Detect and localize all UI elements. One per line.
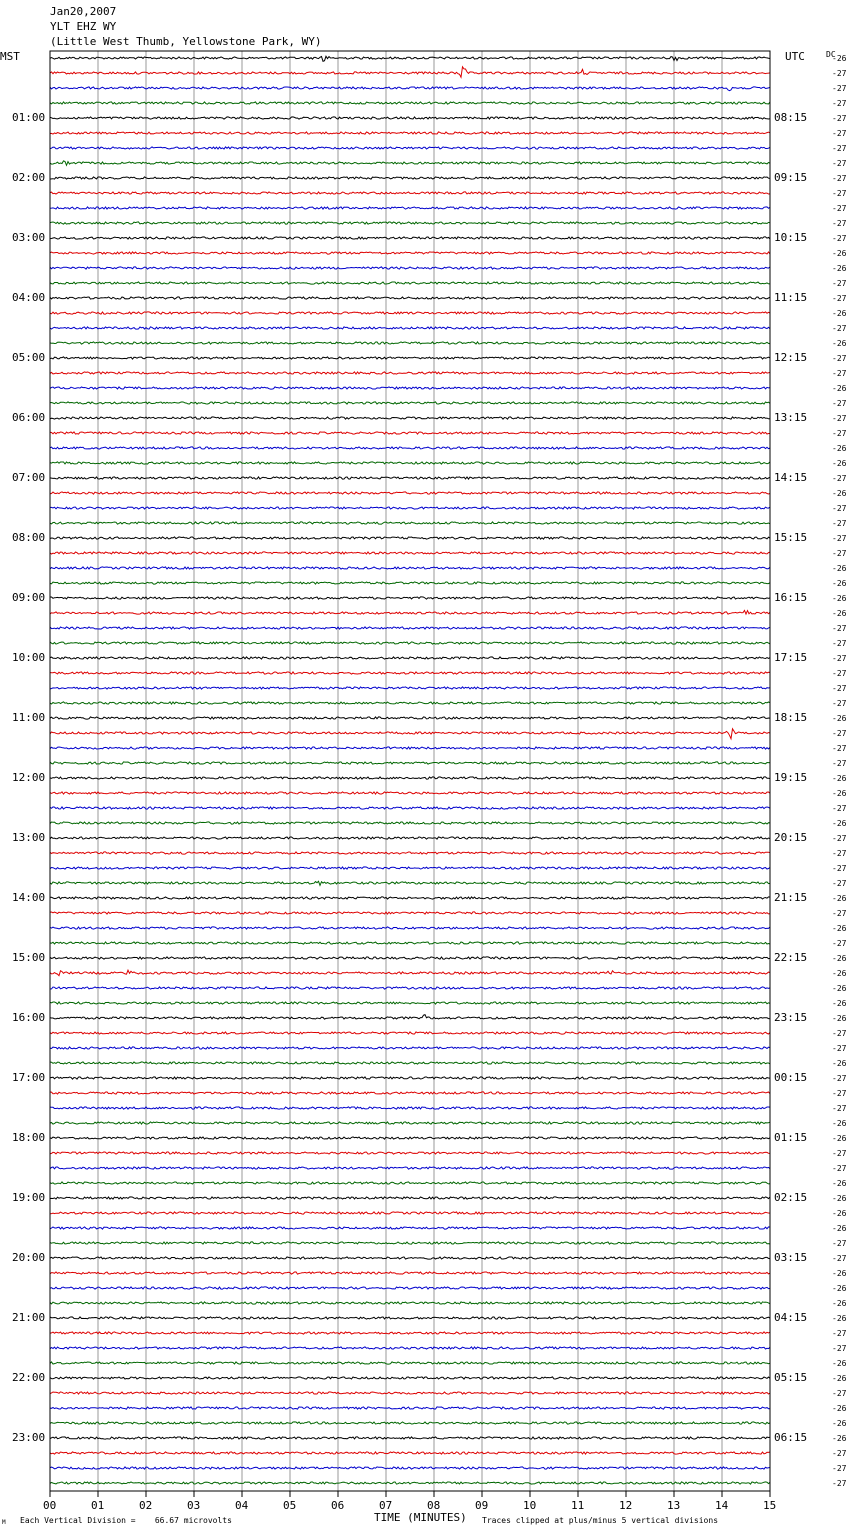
left-hour-label: 23:00 [12,1431,46,1444]
trace-row-5 [50,132,770,134]
dc-offset-label: -26 [832,444,847,453]
trace-row-55 [50,881,770,885]
trace-row-35 [50,582,770,584]
trace-row-10 [50,207,770,209]
trace-row-27 [50,462,770,464]
x-axis-label: TIME (MINUTES) [374,1511,467,1524]
dc-offset-label: -27 [832,1239,847,1248]
left-hour-label: 11:00 [12,711,46,724]
dc-offset-label: -26 [832,819,847,828]
dc-offset-label: -26 [832,714,847,723]
clip-note: Traces clipped at plus/minus 5 vertical divisions [482,1516,719,1525]
dc-offset-label: -26 [832,789,847,798]
trace-row-92 [50,1437,770,1439]
left-hour-label: 09:00 [12,591,46,604]
dc-offset-label: -26 [832,894,847,903]
x-tick-label: 04 [235,1499,249,1512]
trace-row-74 [50,1167,770,1169]
trace-row-11 [50,222,770,224]
trace-row-34 [50,567,770,569]
trace-row-22 [50,387,770,389]
dc-offset-label: -26 [832,984,847,993]
dc-offset-label: -27 [832,429,847,438]
right-hour-label: 16:15 [774,591,808,604]
x-tick-label: 07 [379,1499,393,1512]
dc-offset-label: -27 [832,324,847,333]
right-hour-label: 09:15 [774,171,808,184]
dc-offset-label: -26 [832,459,847,468]
trace-row-70 [50,1107,770,1109]
trace-row-29 [50,492,770,494]
trace-row-78 [50,1227,770,1229]
trace-row-24 [50,417,770,419]
trace-row-23 [50,402,770,404]
trace-row-36 [50,597,770,599]
right-hour-label: 00:15 [774,1071,808,1084]
dc-offset-label: -27 [832,369,847,378]
dc-offset-label: -27 [832,1074,847,1083]
trace-row-21 [50,372,770,374]
x-tick-label: 10 [523,1499,537,1512]
right-hour-label: 12:15 [774,351,808,364]
dc-offset-label: -27 [832,69,847,78]
trace-row-18 [50,327,770,329]
dc-offset-label: -27 [832,729,847,738]
seismic-traces [50,56,770,1484]
trace-row-50 [50,807,770,809]
left-hour-label: 03:00 [12,231,46,244]
x-tick-label: 00 [43,1499,57,1512]
right-hour-label: 19:15 [774,771,808,784]
dc-offset-label: -26 [832,1194,847,1203]
left-hour-label: 10:00 [12,651,46,664]
right-hour-label: 08:15 [774,111,808,124]
left-hour-label: 16:00 [12,1011,46,1024]
left-hour-label: 13:00 [12,831,46,844]
trace-row-4 [50,117,770,119]
dc-offset-label: -26 [832,1179,847,1188]
dc-offset-label: -26 [832,969,847,978]
dc-offset-label: -27 [832,294,847,303]
trace-row-59 [50,942,770,944]
trace-row-91 [50,1422,770,1424]
dc-offset-label: -26 [832,264,847,273]
trace-row-69 [50,1092,770,1094]
dc-offset-label: -27 [832,99,847,108]
dc-offset-label: -27 [832,414,847,423]
dc-offset-label: -27 [832,1044,847,1053]
dc-offset-label: -27 [832,669,847,678]
trace-row-68 [50,1077,770,1079]
left-hour-label: 21:00 [12,1311,46,1324]
dc-offset-label: -27 [832,1164,847,1173]
dc-offset-label: -26 [832,1434,847,1443]
trace-row-16 [50,297,770,299]
x-tick-label: 15 [763,1499,777,1512]
trace-row-60 [50,957,770,959]
trace-row-54 [50,867,770,869]
dc-offset-label: -26 [832,564,847,573]
trace-row-93 [50,1452,770,1454]
trace-row-80 [50,1257,770,1259]
right-hour-label: 04:15 [774,1311,808,1324]
left-hour-label: 04:00 [12,291,46,304]
trace-row-25 [50,432,770,434]
dc-offset-label: -26 [832,594,847,603]
trace-row-90 [50,1407,770,1409]
left-hour-label: 22:00 [12,1371,46,1384]
right-hour-label: 10:15 [774,231,808,244]
trace-row-49 [50,792,770,794]
scale-note: Each Vertical Division = 66.67 microvolts [20,1516,232,1525]
x-tick-label: 08 [427,1499,441,1512]
trace-row-53 [50,852,770,854]
dc-offset-label: -26 [832,1209,847,1218]
dc-offset-label: -27 [832,744,847,753]
dc-offset-label: -26 [832,1119,847,1128]
dc-offset-label: -26 [832,1404,847,1413]
right-hour-label: 02:15 [774,1191,808,1204]
x-tick-label: 01 [91,1499,105,1512]
dc-offset-label: -27 [832,1389,847,1398]
trace-row-7 [50,161,770,165]
dc-offset-label: -27 [832,624,847,633]
trace-row-9 [50,192,770,194]
trace-row-94 [50,1467,770,1469]
header-date: Jan20,2007 [50,5,117,18]
dc-offset-label: -27 [832,1329,847,1338]
left-hour-label: 14:00 [12,891,46,904]
corner-mark: M [2,1519,6,1526]
left-hour-label: 19:00 [12,1191,46,1204]
dc-offset-label: -27 [832,129,847,138]
x-tick-label: 13 [667,1499,681,1512]
header-station: YLT EHZ WY [50,20,117,33]
trace-row-19 [50,342,770,344]
dc-offset-label: -27 [832,534,847,543]
x-tick-label: 11 [571,1499,585,1512]
trace-row-85 [50,1332,770,1334]
trace-row-20 [50,357,770,359]
trace-row-26 [50,447,770,449]
trace-row-3 [50,102,770,104]
trace-row-64 [50,1015,770,1020]
dc-offset-label: -26 [832,579,847,588]
x-tick-label: 06 [331,1499,345,1512]
dc-offset-label: -27 [832,759,847,768]
left-hour-label: 01:00 [12,111,46,124]
trace-row-63 [50,1002,770,1004]
trace-row-56 [50,897,770,899]
right-hour-label: 17:15 [774,651,808,664]
right-hour-label: 13:15 [774,411,808,424]
trace-row-51 [50,822,770,824]
trace-row-1 [50,67,770,77]
x-tick-label: 03 [187,1499,201,1512]
header-location: (Little West Thumb, Yellowstone Park, WY) [50,35,322,48]
dc-offset-label: -27 [832,174,847,183]
dc-offset-label: -27 [832,189,847,198]
dc-offset-label: -26 [832,1359,847,1368]
dc-offset-label: -27 [832,849,847,858]
x-tick-label: 09 [475,1499,489,1512]
right-hour-label: 03:15 [774,1251,808,1264]
left-hour-label: 20:00 [12,1251,46,1264]
right-hour-label: 22:15 [774,951,808,964]
dc-offset-label: -26 [832,1269,847,1278]
dc-offset-label: -27 [832,699,847,708]
dc-offset-label: -27 [832,144,847,153]
dc-offset-label: -27 [832,864,847,873]
trace-row-72 [50,1137,770,1139]
x-tick-label: 05 [283,1499,297,1512]
trace-row-44 [50,717,770,719]
dc-offset-label: -27 [832,879,847,888]
dc-offset-label: -27 [832,1029,847,1038]
trace-row-62 [50,987,770,989]
trace-row-0 [50,56,770,61]
dc-offset-label: -27 [832,549,847,558]
left-hour-label: 12:00 [12,771,46,784]
dc-offset-label: -27 [832,114,847,123]
trace-row-33 [50,552,770,554]
trace-row-13 [50,252,770,254]
dc-offset-label: -27 [832,1104,847,1113]
trace-row-89 [50,1392,770,1394]
dc-offset-label: -27 [832,1254,847,1263]
x-tick-label: 12 [619,1499,633,1512]
dc-offset-label: -26 [832,1284,847,1293]
dc-offset-label: -27 [832,1479,847,1488]
trace-row-61 [50,970,770,976]
dc-offset-label: -26 [832,309,847,318]
left-hour-label: 07:00 [12,471,46,484]
right-hour-label: 15:15 [774,531,808,544]
trace-row-12 [50,237,770,239]
trace-row-52 [50,837,770,839]
dc-offset-label: -27 [832,84,847,93]
dc-offset-label: -27 [832,1344,847,1353]
right-hour-label: 11:15 [774,291,808,304]
dc-offset-label: -27 [832,1089,847,1098]
right-hour-label: 20:15 [774,831,808,844]
trace-row-73 [50,1152,770,1154]
dc-offset-label: -27 [832,834,847,843]
trace-row-2 [50,87,770,91]
trace-row-37 [50,610,770,614]
dc-offset-label: -26 [832,609,847,618]
dc-offset-label: -26 [832,339,847,348]
trace-row-8 [50,177,770,179]
trace-row-38 [50,627,770,629]
trace-row-43 [50,702,770,704]
trace-row-48 [50,777,770,779]
dc-offset-label: -26 [832,1374,847,1383]
dc-offset-label: -27 [832,504,847,513]
dc-offset-label: -26 [832,54,847,63]
left-hour-label: 05:00 [12,351,46,364]
right-hour-label: 01:15 [774,1131,808,1144]
trace-row-15 [50,282,770,284]
dc-offset-label: -27 [832,204,847,213]
dc-offset-label: -26 [832,1224,847,1233]
dc-offset-label: -27 [832,399,847,408]
trace-row-57 [50,912,770,914]
trace-row-75 [50,1182,770,1184]
trace-row-83 [50,1302,770,1304]
trace-row-45 [50,729,770,739]
dc-offset-label: -27 [832,654,847,663]
trace-row-41 [50,672,770,674]
left-timezone-label: MST [0,50,20,63]
trace-row-95 [50,1482,770,1484]
right-hour-label: 05:15 [774,1371,808,1384]
trace-row-67 [50,1062,770,1064]
dc-offset-label: -26 [832,1314,847,1323]
dc-offset-label: -26 [832,1419,847,1428]
right-hour-label: 23:15 [774,1011,808,1024]
left-hour-label: 08:00 [12,531,46,544]
trace-row-6 [50,147,770,149]
left-hour-label: 18:00 [12,1131,46,1144]
trace-row-65 [50,1032,770,1034]
right-timezone-label: UTC [785,50,805,63]
dc-offset-label: -27 [832,1449,847,1458]
dc-offset-label: -27 [832,354,847,363]
dc-offset-label: -27 [832,939,847,948]
trace-row-32 [50,537,770,539]
x-tick-label: 14 [715,1499,729,1512]
dc-offset-label: -27 [832,639,847,648]
dc-offset-label: -27 [832,474,847,483]
dc-offset-label: -27 [832,159,847,168]
trace-row-77 [50,1212,770,1214]
left-hour-label: 15:00 [12,951,46,964]
trace-row-47 [50,762,770,764]
trace-row-79 [50,1242,770,1244]
trace-row-71 [50,1122,770,1124]
trace-row-86 [50,1347,770,1349]
dc-offset-label: -27 [832,234,847,243]
trace-row-88 [50,1377,770,1379]
dc-offset-label: -26 [832,924,847,933]
x-tick-label: 02 [139,1499,153,1512]
trace-row-81 [50,1272,770,1274]
dc-offset-label: -26 [832,249,847,258]
trace-row-46 [50,747,770,749]
right-hour-label: 18:15 [774,711,808,724]
dc-offset-label: -27 [832,1149,847,1158]
right-hour-label: 21:15 [774,891,808,904]
dc-offset-label: -26 [832,1134,847,1143]
dc-offset-label: -27 [832,684,847,693]
dc-offset-label: -26 [832,774,847,783]
dc-offset-label: -27 [832,1464,847,1473]
trace-row-82 [50,1287,770,1289]
dc-offset-label: -26 [832,999,847,1008]
dc-offset-label: -27 [832,219,847,228]
trace-row-14 [50,267,770,269]
dc-offset-label: -26 [832,1299,847,1308]
dc-offset-label: -26 [832,1014,847,1023]
dc-offset-label: -27 [832,804,847,813]
dc-offset-label: -26 [832,384,847,393]
trace-row-87 [50,1362,770,1364]
dc-offset-label: -27 [832,279,847,288]
trace-row-31 [50,522,770,524]
dc-label: DC [826,50,836,59]
trace-row-17 [50,312,770,314]
left-hour-label: 17:00 [12,1071,46,1084]
left-hour-label: 02:00 [12,171,46,184]
dc-offset-label: -26 [832,954,847,963]
trace-row-30 [50,507,770,509]
trace-row-42 [50,687,770,689]
left-hour-label: 06:00 [12,411,46,424]
right-hour-label: 14:15 [774,471,808,484]
trace-row-40 [50,657,770,659]
trace-row-58 [50,927,770,929]
trace-row-28 [50,477,770,479]
right-hour-label: 06:15 [774,1431,808,1444]
dc-offset-label: -27 [832,909,847,918]
dc-offset-label: -27 [832,519,847,528]
trace-row-76 [50,1197,770,1199]
trace-row-66 [50,1047,770,1049]
dc-offset-label: -26 [832,1059,847,1068]
trace-row-84 [50,1317,770,1319]
trace-row-39 [50,642,770,644]
dc-offset-label: -26 [832,489,847,498]
